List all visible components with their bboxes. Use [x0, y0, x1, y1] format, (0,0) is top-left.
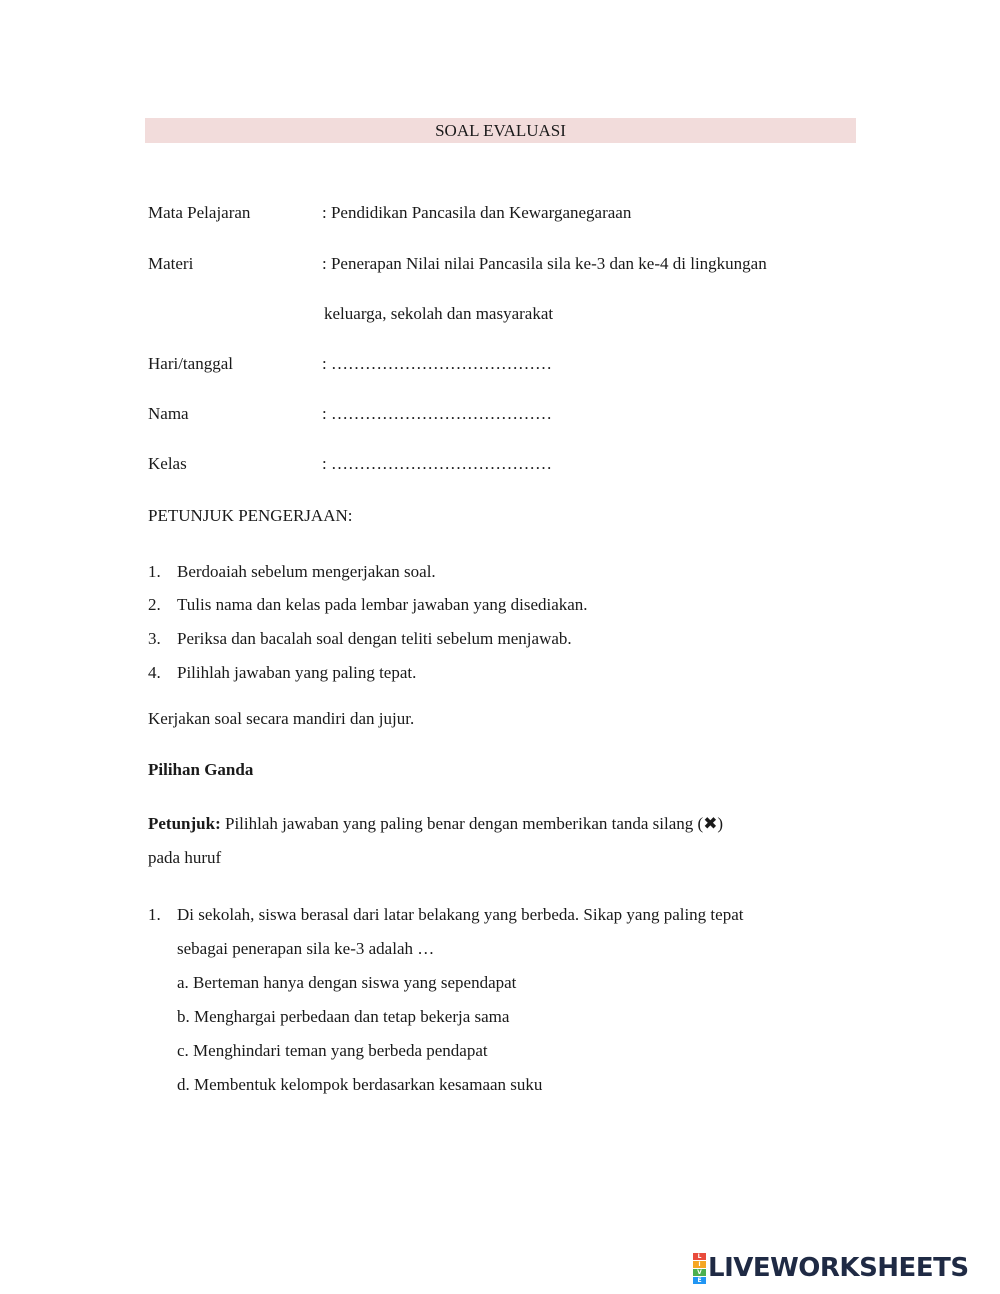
- field-value-material: : Penerapan Nilai nilai Pancasila sila ke-3 dan ke-4 di lingkungan: [322, 254, 767, 273]
- instruction-item: Tulis nama dan kelas pada lembar jawaban yang disediakan.: [177, 595, 588, 614]
- field-value-subject: : Pendidikan Pancasila dan Kewarganegaraan: [322, 203, 632, 222]
- logo-icon: [693, 1253, 706, 1284]
- note-text: Kerjakan soal secara mandiri dan jujur.: [148, 709, 415, 728]
- field-label-subject: Mata Pelajaran: [148, 203, 251, 222]
- page-title: SOAL EVALUASI: [145, 118, 856, 143]
- hint-text: Pilihlah jawaban yang paling benar dengan memberikan tanda silang (✖): [220, 814, 724, 833]
- logo-icon-letter: I: [693, 1261, 706, 1268]
- answer-option-a[interactable]: a. Berteman hanya dengan siswa yang sependapat: [177, 973, 517, 992]
- field-value-class[interactable]: : …………………………………: [322, 454, 552, 473]
- hint-label: Petunjuk:: [148, 814, 221, 833]
- logo-icon-letter: V: [693, 1269, 706, 1276]
- instruction-number: 2.: [148, 595, 161, 614]
- section-title: Pilihan Ganda: [148, 760, 254, 779]
- field-label-name: Nama: [148, 404, 189, 423]
- field-value-name[interactable]: : …………………………………: [322, 404, 552, 423]
- instructions-heading: PETUNJUK PENGERJAAN:: [148, 506, 353, 525]
- instruction-number: 1.: [148, 562, 161, 581]
- question-text-cont: sebagai penerapan sila ke-3 adalah …: [177, 939, 435, 958]
- answer-option-c[interactable]: c. Menghindari teman yang berbeda pendapat: [177, 1041, 488, 1060]
- instruction-item: Pilihlah jawaban yang paling tepat.: [177, 663, 417, 682]
- instruction-number: 4.: [148, 663, 161, 682]
- field-label-class: Kelas: [148, 454, 187, 473]
- instruction-item: Berdoaiah sebelum mengerjakan soal.: [177, 562, 436, 581]
- answer-option-b[interactable]: b. Menghargai perbedaan dan tetap bekerja sama: [177, 1007, 510, 1026]
- field-label-material: Materi: [148, 254, 194, 273]
- logo-icon-letter: L: [693, 1253, 706, 1260]
- field-value-material-cont: keluarga, sekolah dan masyarakat: [324, 304, 554, 323]
- instruction-number: 3.: [148, 629, 161, 648]
- answer-option-d[interactable]: d. Membentuk kelompok berdasarkan kesamaan suku: [177, 1075, 543, 1094]
- logo-icon-letter: E: [693, 1277, 706, 1284]
- logo-text: LIVEWORKSHEETS: [708, 1253, 969, 1283]
- question-number: 1.: [148, 905, 161, 924]
- field-value-date[interactable]: : …………………………………: [322, 354, 552, 373]
- hint-text-cont: pada huruf: [148, 848, 222, 867]
- instruction-item: Periksa dan bacalah soal dengan teliti sebelum menjawab.: [177, 629, 572, 648]
- hint-line: [148, 814, 723, 834]
- question-text: Di sekolah, siswa berasal dari latar belakang yang berbeda. Sikap yang paling tepat: [177, 905, 744, 924]
- liveworksheets-logo: [693, 1253, 969, 1283]
- field-label-date: Hari/tanggal: [148, 354, 233, 373]
